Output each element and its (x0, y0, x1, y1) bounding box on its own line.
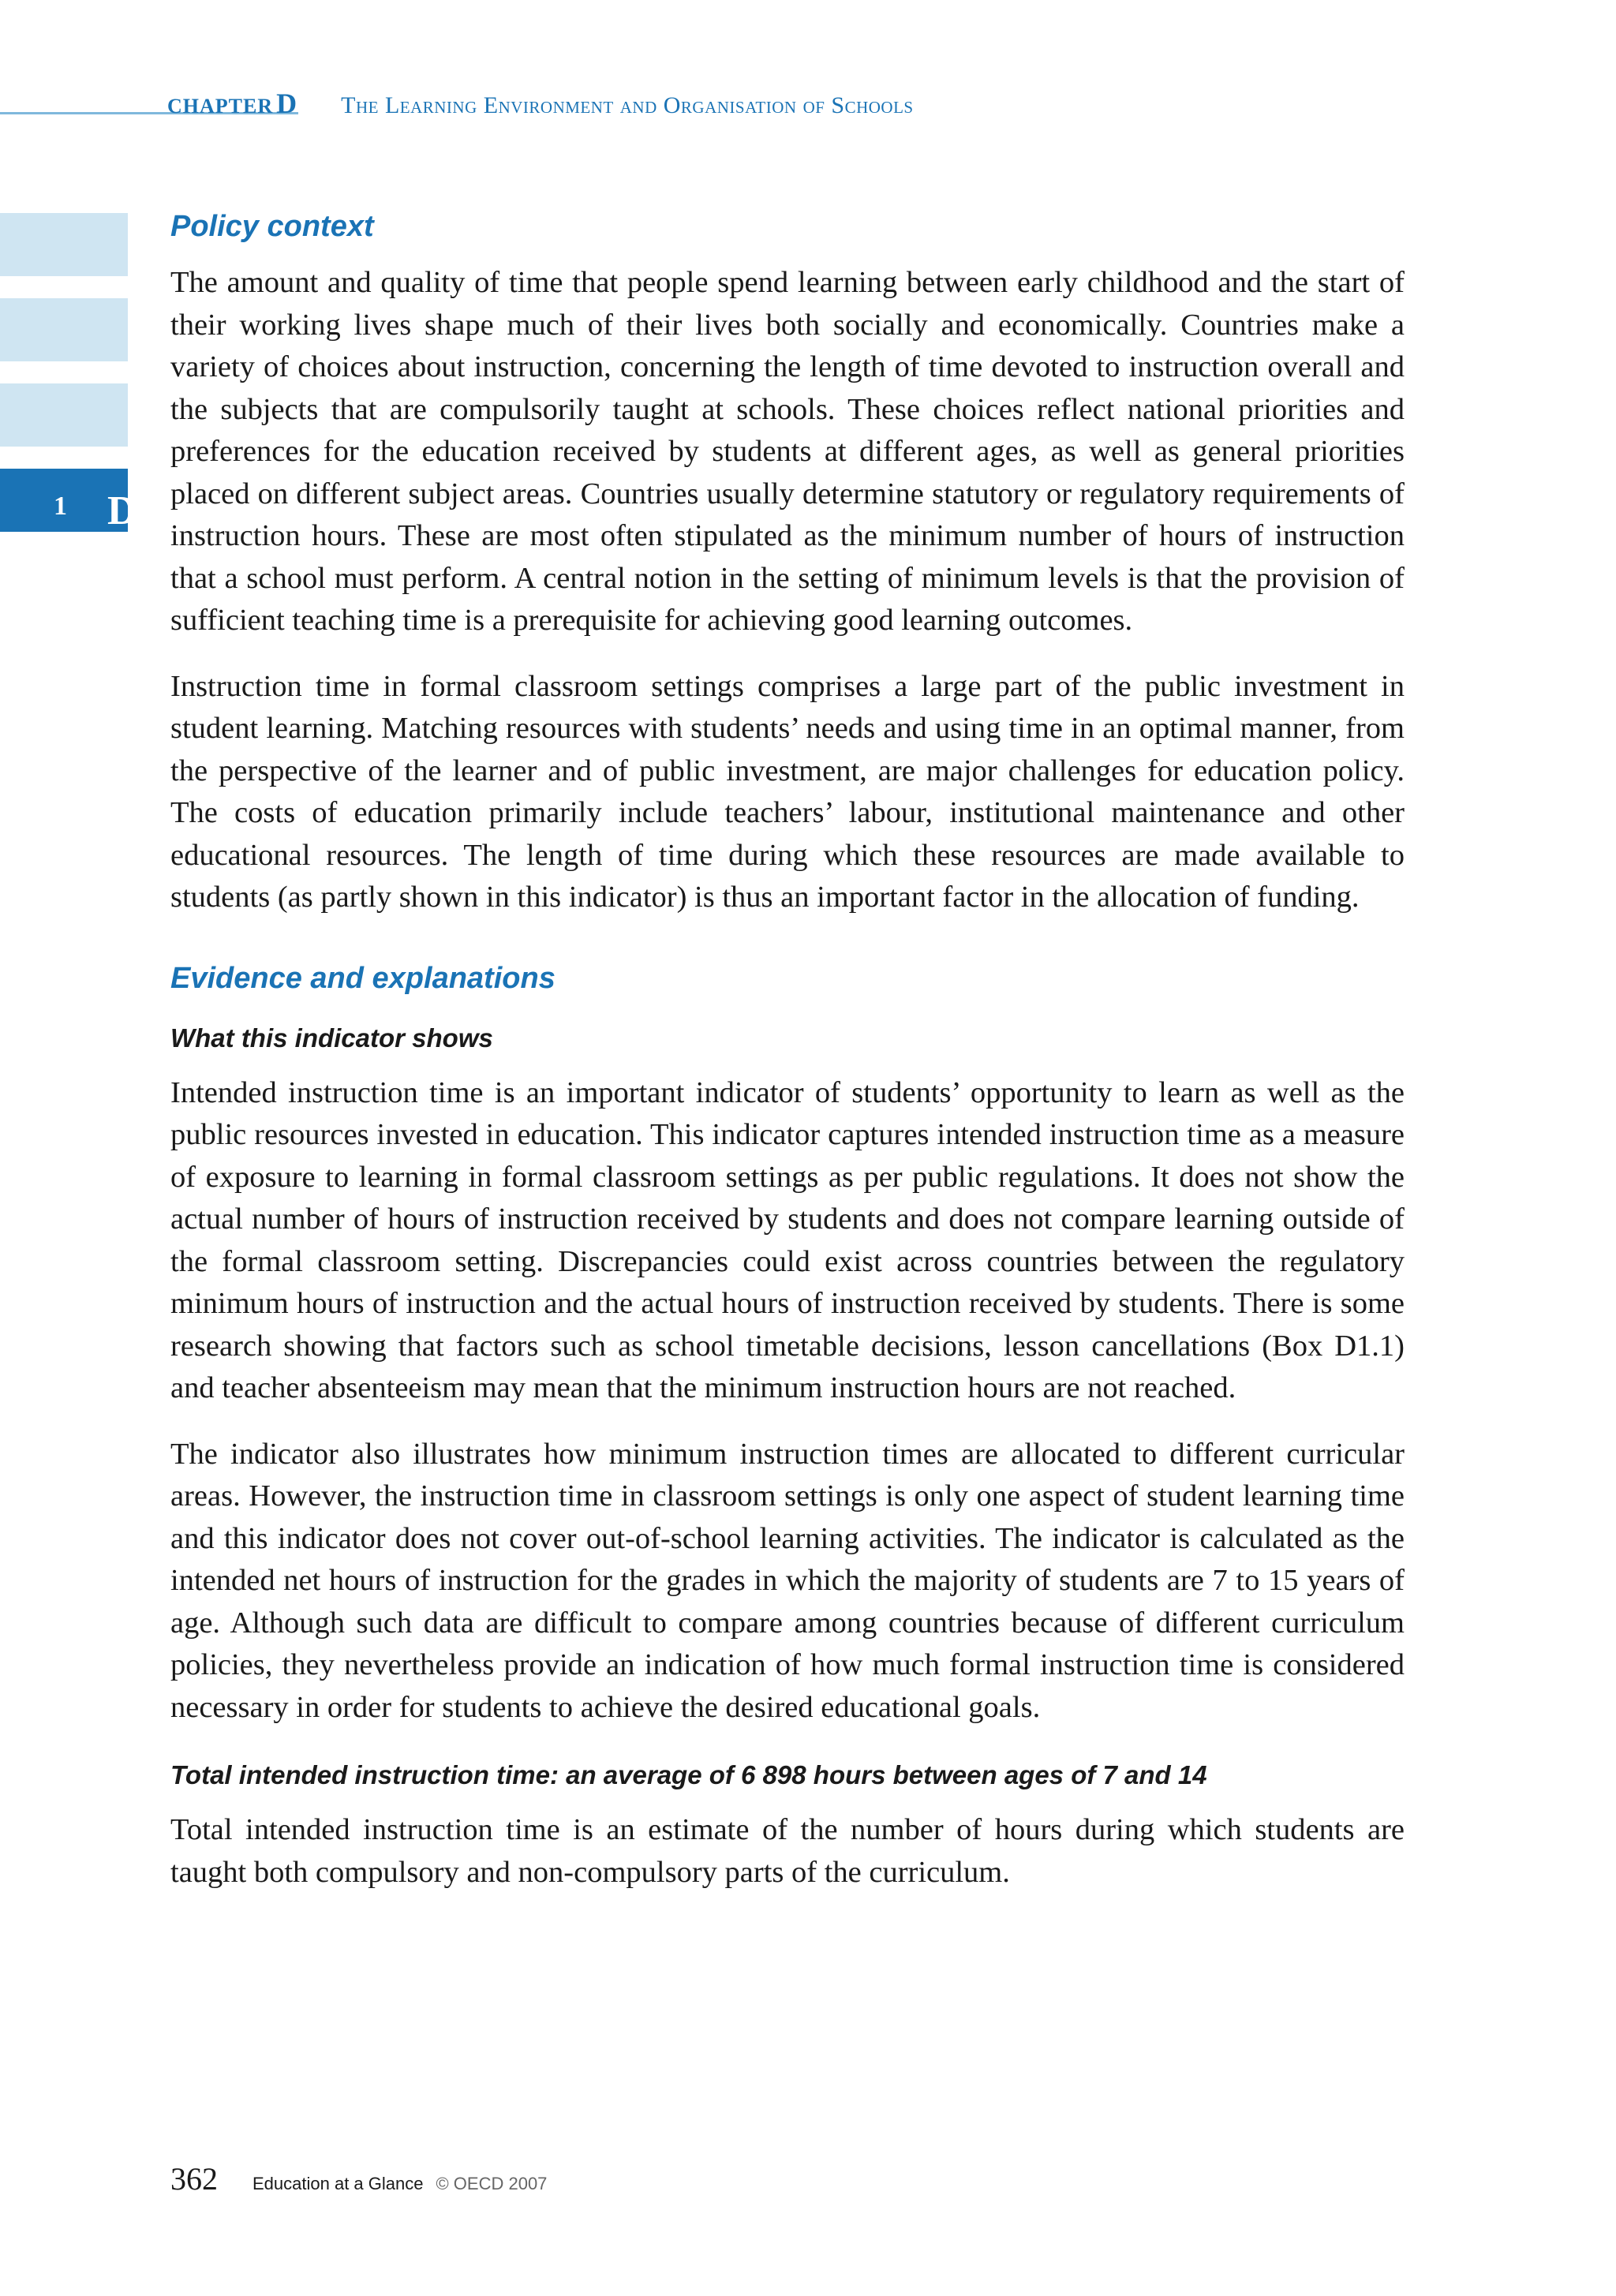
publication-title: Education at a Glance (252, 2174, 424, 2193)
chapter-title: The Learning Environment and Organisation of Schools (341, 92, 914, 118)
heading-evidence: Evidence and explanations (170, 961, 556, 995)
side-tab-decoration (0, 298, 128, 361)
paragraph: Intended instruction time is an important indicator of students’ opportunity to learn as well as the public resources invested in education. This indicator captures intended instruction time as a measure of exposure to learning in formal classroom settings as per public regulations. It does not show the actual number of hours of instruction received by students and does not compare learning outside of the formal classroom setting. Discrepancies could exist across countries between the regulatory minimum hours of instruction and the actual hours of instruction received by students. There is some research showing that factors such as school timetable decisions, lesson cancellations (Box D1.1) and teacher absenteeism may mean that the minimum instruction hours are not reached. (170, 1075, 1405, 1404)
page-footer (170, 2160, 547, 2197)
paragraph: The amount and quality of time that people spend learning between early childhood and the start of their working lives shape much of their lives both socially and economically. Countries make a variety of choices about instruction, concerning the length of time devoted to instruction overall and the subjects that are compulsorily taught at schools. These choices reflect national priorities and preferences for the education received by students at different ages, as well as general priorities placed on different subject areas. Countries usually determine statutory or regulatory requirements of instruction hours. These are most often stipulated as the minimum number of hours of instruction that a school must perform. A central notion in the setting of minimum levels is that the provision of sufficient teaching time is a prerequisite for achieving good learning outcomes. (170, 266, 1405, 637)
chapter-letter: D (276, 88, 297, 119)
subheading-indicator-shows: What this indicator shows (170, 1023, 493, 1053)
paragraph: The indicator also illustrates how minimum instruction times are allocated to different curricular areas. However, the instruction time in classroom settings is only one aspect of student learning time and this indicator does not cover out-of-school learning activities. The indicator is calculated as the intended net hours of instruction for the grades in which the majority of students are 7 to 15 years of age. Although such data are difficult to compare among countries because of different curriculum policies, they nevertheless provide an indication of how much formal instruction time is considered necessary in order for students to achieve the desired educational goals. (170, 1437, 1405, 1724)
copyright-notice: © OECD 2007 (436, 2174, 548, 2193)
heading-policy-context: Policy context (170, 210, 374, 243)
paragraph: Instruction time in formal classroom settings comprises a large part of the public investment in student learning. Matching resources with students’ needs and using time in an optimal manner, from the perspective of the learner and of public investment, are major challenges for education policy. The costs of education primarily include teachers’ labour, institutional maintenance and other educational resources. The length of time during which these resources are made available to students (as partly shown in this indicator) is thus an important factor in the allocation of funding. (170, 669, 1405, 914)
chapter-label: CHAPTER (167, 95, 274, 118)
indicator-tab (0, 469, 137, 533)
indicator-tab-letter: D (107, 488, 137, 533)
side-tab-decoration (0, 383, 128, 447)
indicator-tab-number: 1 (54, 492, 67, 521)
page-number: 362 (170, 2161, 218, 2197)
side-tab-decoration (0, 213, 128, 276)
subheading-total-instruction-time: Total intended instruction time: an average of 6 898 hours between ages of 7 and 14 (170, 1760, 1207, 1789)
page-body (170, 204, 1405, 1894)
paragraph: Total intended instruction time is an estimate of the number of hours during which students are taught both compulsory and non-compulsory parts of the curriculum. (170, 1813, 1405, 1889)
running-head (167, 87, 914, 120)
